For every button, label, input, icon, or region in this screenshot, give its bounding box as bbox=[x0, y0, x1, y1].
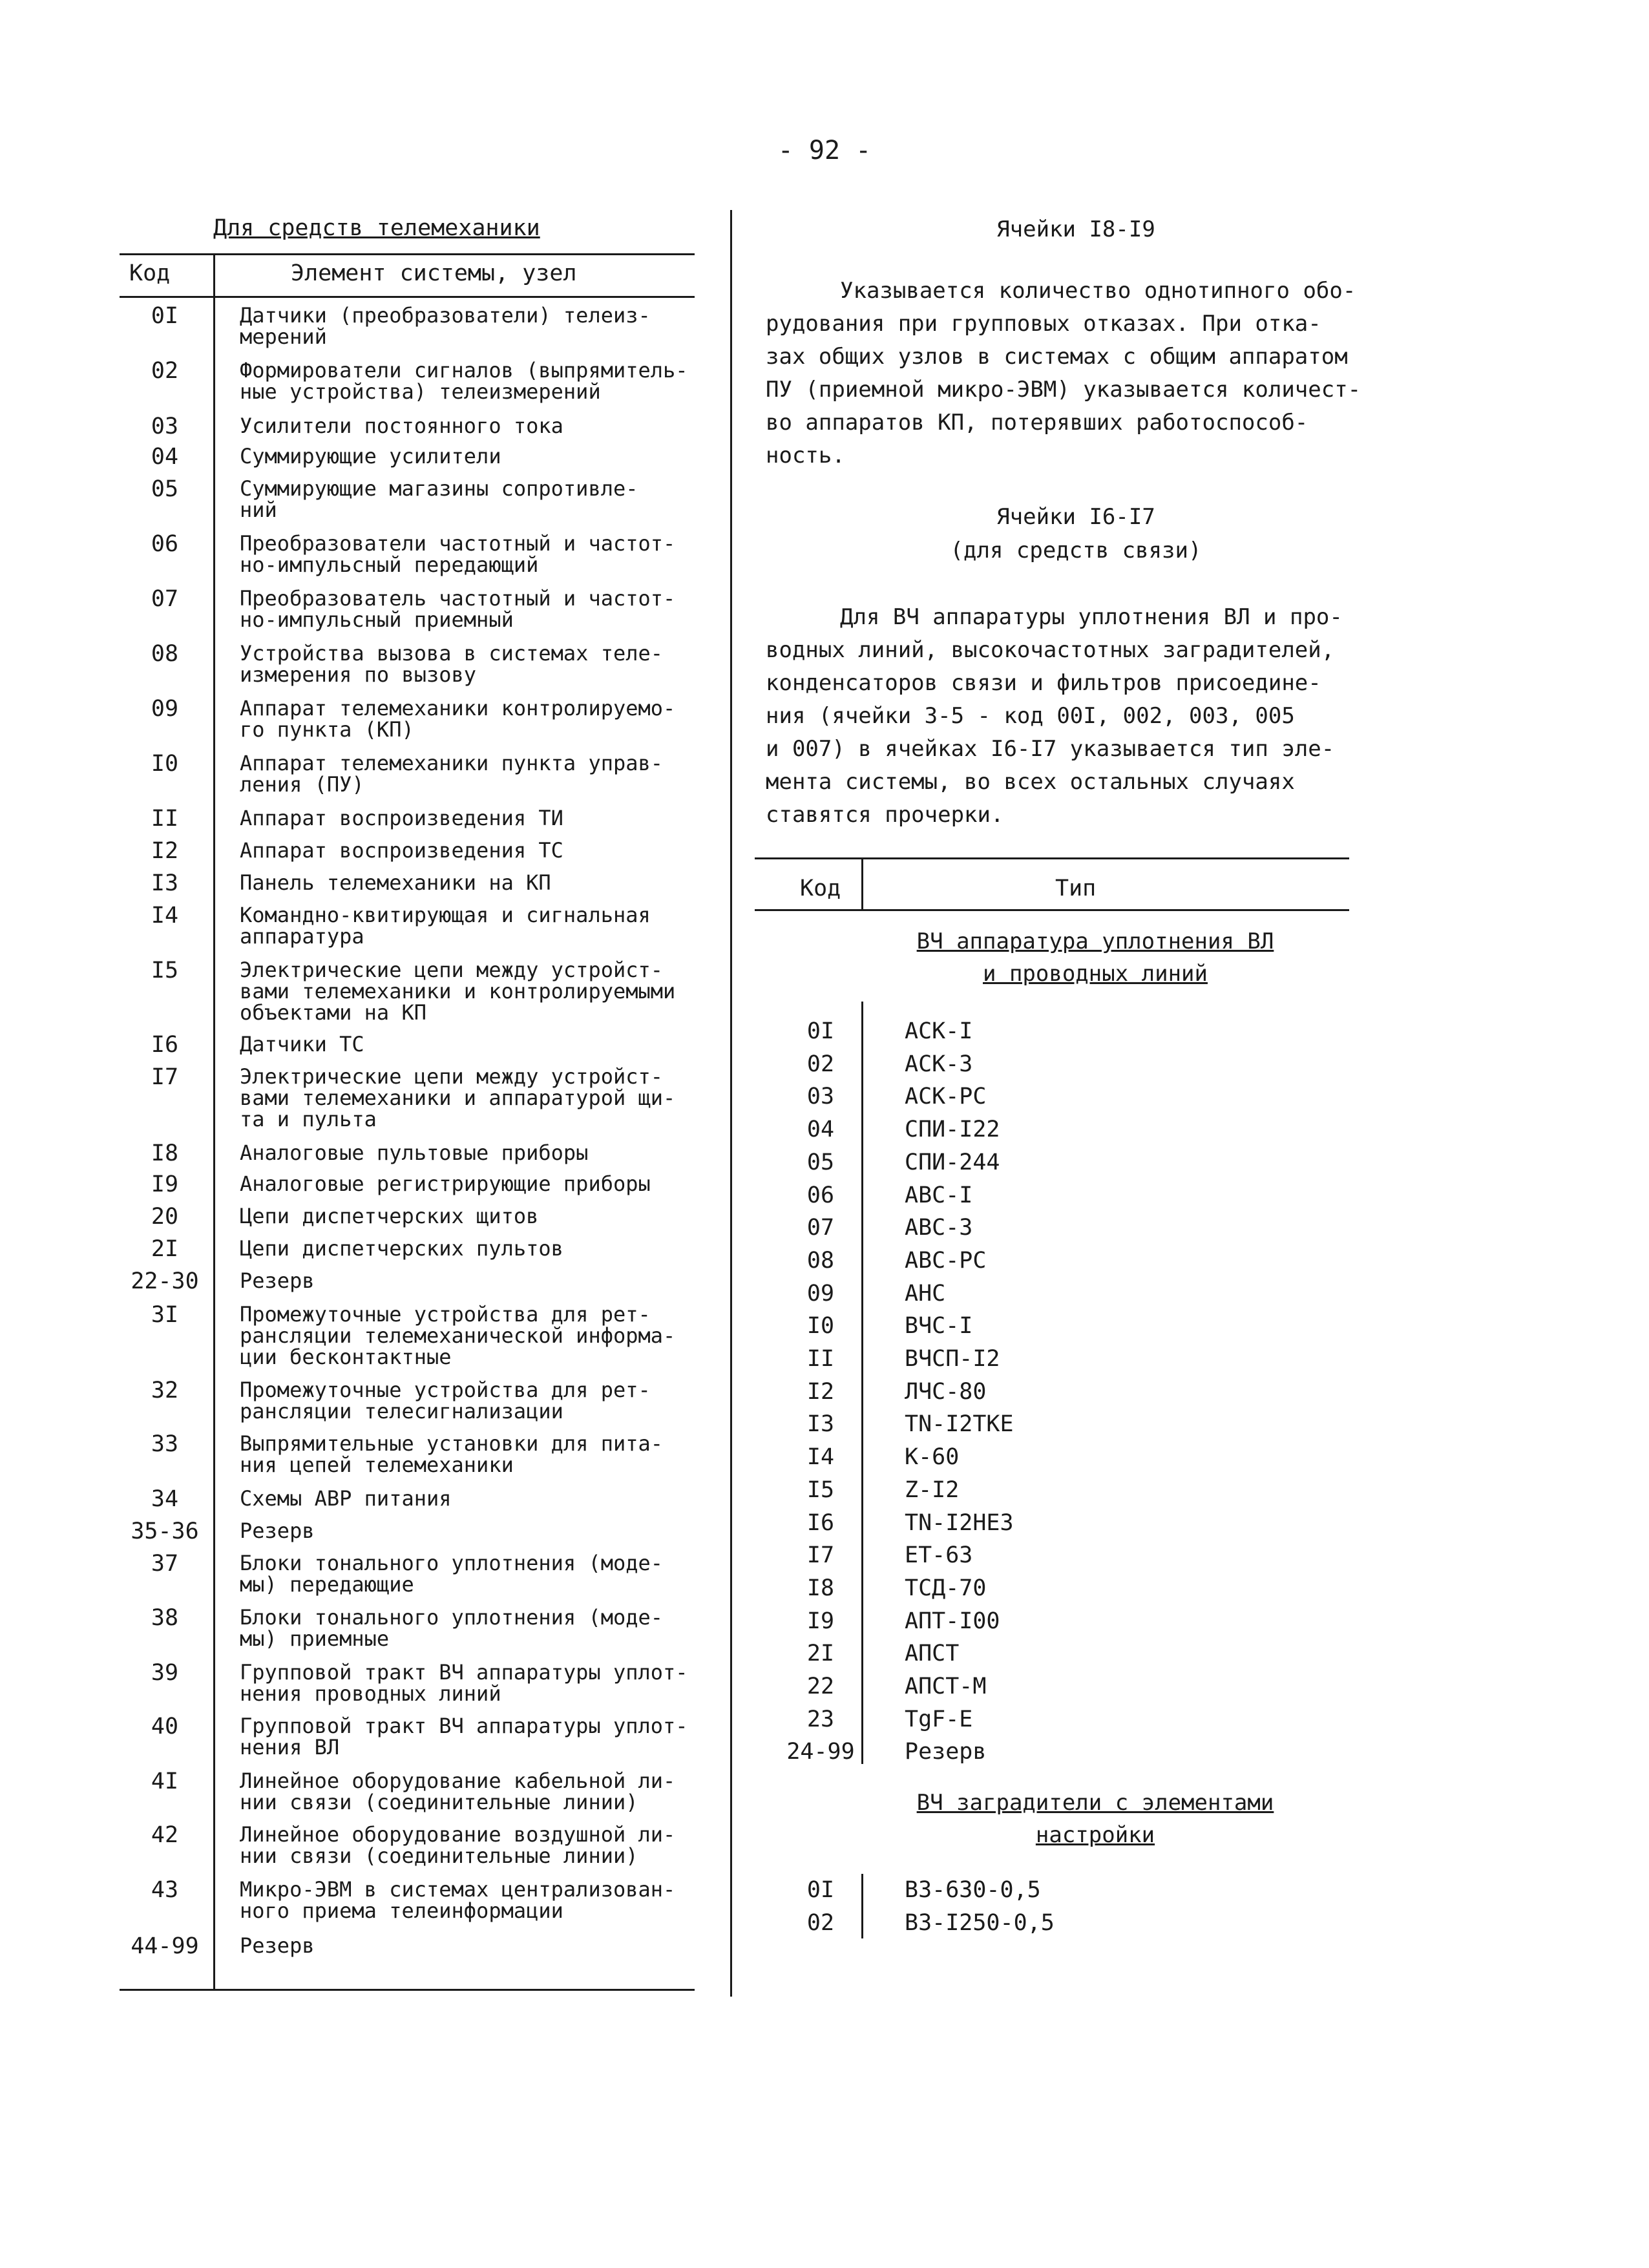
row-type: АСК-I bbox=[905, 1018, 973, 1044]
row-code: 22 bbox=[806, 1674, 835, 1699]
row-element-line: мы) передающие bbox=[240, 1572, 414, 1597]
row-element bbox=[240, 1206, 841, 1227]
left-table-column-divider bbox=[213, 253, 215, 1989]
row-code: 03 bbox=[151, 414, 179, 439]
row-code: 04 bbox=[806, 1117, 835, 1143]
left-table-header-element: Элемент системы, узел bbox=[291, 260, 577, 286]
table-row bbox=[772, 1670, 1224, 1703]
row-code: 06 bbox=[151, 531, 179, 557]
row-code: 02 bbox=[806, 1910, 835, 1936]
row-element-line: Блоки тонального уплотнения (моде- bbox=[240, 1605, 664, 1630]
row-element-line: Преобразователи частотный и частот- bbox=[240, 531, 676, 556]
row-code: 34 bbox=[151, 1486, 179, 1512]
row-type: АПТ-I00 bbox=[905, 1608, 1000, 1634]
right-table-header-type: Тип bbox=[1055, 876, 1097, 901]
row-code: I8 bbox=[151, 1140, 179, 1166]
right-table-header-code: Код bbox=[800, 876, 841, 901]
row-element-line: Усилители постоянного тока bbox=[240, 414, 563, 438]
row-element-line: Электрические цепи между устройст- bbox=[240, 1064, 664, 1089]
cells-18-19-title: Ячейки I8-I9 bbox=[996, 216, 1155, 242]
row-code: I4 bbox=[806, 1444, 835, 1471]
row-code: I7 bbox=[806, 1542, 835, 1569]
row-element bbox=[240, 1520, 841, 1542]
row-element bbox=[240, 1824, 841, 1867]
row-code: 09 bbox=[151, 696, 179, 722]
table-row bbox=[772, 1703, 1224, 1736]
group2-title-line: ВЧ заградители с элементами bbox=[916, 1790, 1274, 1816]
row-element bbox=[240, 1488, 841, 1509]
right-table-header-divider bbox=[861, 857, 863, 909]
row-code: 0I bbox=[806, 1018, 835, 1044]
row-type: Z-I2 bbox=[905, 1476, 960, 1503]
row-code: I7 bbox=[151, 1064, 179, 1090]
para1-line: зах общих узлов в системах с общим аппаратом bbox=[766, 344, 1348, 370]
row-code: I9 bbox=[151, 1171, 179, 1197]
row-element-line: нения ВЛ bbox=[240, 1735, 340, 1759]
row-element bbox=[240, 808, 841, 829]
row-element bbox=[240, 1662, 841, 1705]
row-code: I3 bbox=[806, 1411, 835, 1438]
row-code: 0I bbox=[806, 1877, 835, 1903]
row-element-line: Цепи диспетчерских щитов bbox=[240, 1204, 539, 1228]
row-element-line: нения проводных линий bbox=[240, 1681, 501, 1706]
row-element-line: го пункта (КП) bbox=[240, 717, 414, 742]
row-type: АПСТ bbox=[905, 1641, 960, 1667]
para2-line: ставятся прочерки. bbox=[766, 802, 1004, 828]
row-element-line: ного приема телеинформации bbox=[240, 1898, 563, 1923]
row-element-line: Панель телемеханики на КП bbox=[240, 870, 551, 895]
row-type: АСК-3 bbox=[905, 1051, 973, 1077]
row-type: ET-63 bbox=[905, 1542, 973, 1569]
row-code: 38 bbox=[151, 1605, 179, 1631]
table-row bbox=[772, 1179, 1224, 1212]
table-row bbox=[772, 1310, 1224, 1342]
row-code: 04 bbox=[151, 444, 179, 470]
row-element-line: но-импульсный передающий bbox=[240, 552, 539, 577]
row-code: II bbox=[151, 806, 179, 832]
table-row bbox=[772, 1736, 1224, 1768]
left-table-header-rule bbox=[120, 296, 695, 298]
row-element bbox=[240, 478, 841, 521]
row-element-line: ные устройства) телеизмерений bbox=[240, 379, 601, 404]
row-element-line: Микро-ЭВМ в системах централизован- bbox=[240, 1877, 676, 1902]
para2-line: конденсаторов связи и фильтров присоедине- bbox=[766, 670, 1321, 696]
table-row bbox=[772, 1539, 1224, 1571]
row-code: I4 bbox=[151, 903, 179, 929]
row-code: I0 bbox=[151, 751, 179, 777]
row-type: TN-I2HE3 bbox=[905, 1509, 1014, 1536]
row-code: 03 bbox=[806, 1084, 835, 1110]
row-element-line: Суммирующие магазины сопротивле- bbox=[240, 476, 638, 501]
row-code: 42 bbox=[151, 1822, 179, 1848]
row-element bbox=[240, 872, 841, 894]
row-element bbox=[240, 905, 841, 947]
row-element-line: измерения по вызову bbox=[240, 662, 477, 687]
row-element-line: Формирователи сигналов (выпрямитель- bbox=[240, 358, 688, 383]
table-row bbox=[772, 1048, 1224, 1080]
row-code: 20 bbox=[151, 1204, 179, 1230]
row-element bbox=[240, 360, 841, 403]
table-row bbox=[772, 1146, 1224, 1179]
cells-16-17-paragraph bbox=[766, 601, 1386, 832]
row-type: ВЗ-630-0,5 bbox=[905, 1877, 1041, 1903]
row-element-line: мерений bbox=[240, 324, 327, 349]
table-row bbox=[772, 1212, 1224, 1244]
row-code: 44-99 bbox=[131, 1933, 199, 1959]
row-element-line: ния цепей телемеханики bbox=[240, 1453, 514, 1477]
row-code: 35-36 bbox=[131, 1518, 199, 1544]
row-code: 0I bbox=[151, 303, 179, 329]
row-code: I5 bbox=[806, 1476, 835, 1503]
para2-line: мента системы, во всех остальных случаях bbox=[766, 769, 1295, 795]
row-element-line: Резерв bbox=[240, 1268, 315, 1293]
row-type: ТСД-70 bbox=[905, 1575, 987, 1601]
left-table-header-code: Код bbox=[129, 260, 171, 286]
table-row bbox=[772, 1277, 1224, 1310]
cells-18-19-paragraph bbox=[766, 275, 1386, 472]
left-table-bottom-rule bbox=[120, 1989, 695, 1991]
row-element-line: ции бесконтактные bbox=[240, 1345, 452, 1369]
table-row bbox=[772, 1507, 1224, 1539]
row-code: I2 bbox=[151, 838, 179, 864]
right-table-header-rule bbox=[755, 909, 1349, 911]
row-element-line: объектами на КП bbox=[240, 1000, 426, 1025]
row-element-line: Командно-квитирующая и сигнальная bbox=[240, 903, 651, 927]
table-row bbox=[772, 1343, 1224, 1375]
para1-line: ПУ (приемной микро-ЭВМ) указывается количест- bbox=[766, 377, 1361, 403]
row-element-line: Групповой тракт ВЧ аппаратуры уплот- bbox=[240, 1660, 688, 1685]
table-row bbox=[772, 1113, 1224, 1146]
row-element bbox=[240, 1142, 841, 1164]
row-code: I5 bbox=[151, 958, 179, 983]
row-code: 05 bbox=[806, 1149, 835, 1175]
table-row bbox=[772, 1376, 1224, 1408]
left-table-caption: Для средств телемеханики bbox=[213, 215, 540, 241]
row-element-line: Блоки тонального уплотнения (моде- bbox=[240, 1551, 664, 1575]
row-element-line: Выпрямительные установки для пита- bbox=[240, 1431, 664, 1456]
para2-line: водных линий, высокочастотных заградителей, bbox=[766, 637, 1335, 663]
row-element bbox=[240, 1034, 841, 1055]
group2-title-line: настройки bbox=[1035, 1822, 1155, 1848]
row-element bbox=[240, 1173, 841, 1195]
row-element-line: мы) приемные bbox=[240, 1626, 390, 1651]
row-element bbox=[240, 446, 841, 467]
row-element-line: аппаратура bbox=[240, 924, 364, 949]
row-type: АНС bbox=[905, 1280, 946, 1307]
row-type: Резерв bbox=[905, 1739, 987, 1765]
table-row bbox=[772, 1441, 1224, 1473]
table-row bbox=[772, 1605, 1224, 1637]
page-number: - 92 - bbox=[777, 136, 872, 165]
row-type: ВЗ-I250-0,5 bbox=[905, 1910, 1055, 1936]
row-type: АПСТ-М bbox=[905, 1674, 987, 1699]
row-element bbox=[240, 1304, 841, 1368]
row-element-line: рансляции телесигнализации bbox=[240, 1399, 563, 1423]
row-element bbox=[240, 840, 841, 861]
row-element-line: Промежуточные устройства для рет- bbox=[240, 1378, 651, 1402]
row-element bbox=[240, 533, 841, 576]
row-element-line: вами телемеханики и аппаратурой щи- bbox=[240, 1086, 676, 1110]
row-element-line: Аналоговые пультовые приборы bbox=[240, 1140, 589, 1165]
row-type: ВЧС-I bbox=[905, 1313, 973, 1339]
row-element-line: вами телемеханики и контролируемыми bbox=[240, 979, 676, 1003]
row-element bbox=[240, 305, 841, 348]
row-element-line: Промежуточные устройства для рет- bbox=[240, 1302, 651, 1327]
row-element-line: Электрические цепи между устройст- bbox=[240, 958, 664, 982]
para2-line: ния (ячейки 3-5 - код 00I, 002, 003, 005 bbox=[766, 703, 1295, 729]
row-code: I9 bbox=[806, 1608, 835, 1634]
row-code: 40 bbox=[151, 1714, 179, 1739]
row-element bbox=[240, 1607, 841, 1650]
row-type: К-60 bbox=[905, 1444, 960, 1471]
row-element bbox=[240, 1433, 841, 1476]
row-type: АВС-3 bbox=[905, 1215, 973, 1241]
row-type: СПИ-244 bbox=[905, 1149, 1000, 1175]
row-code: 2I bbox=[151, 1236, 179, 1262]
row-code: I8 bbox=[806, 1575, 835, 1601]
group1-title-line: ВЧ аппаратура уплотнения ВЛ bbox=[916, 929, 1274, 954]
row-element bbox=[240, 643, 841, 686]
cells-16-17-subtitle: (для средств связи) bbox=[950, 538, 1202, 563]
row-code: I2 bbox=[806, 1378, 835, 1405]
row-code: I0 bbox=[806, 1313, 835, 1339]
row-element bbox=[240, 1066, 841, 1130]
row-element bbox=[240, 1879, 841, 1922]
row-type: СПИ-I22 bbox=[905, 1117, 1000, 1143]
table-row bbox=[772, 1408, 1224, 1440]
row-element bbox=[240, 1270, 841, 1292]
row-type: АВС-РС bbox=[905, 1247, 987, 1274]
row-element bbox=[240, 1553, 841, 1595]
row-element-line: Линейное оборудование кабельной ли- bbox=[240, 1769, 676, 1793]
row-code: 02 bbox=[151, 358, 179, 384]
row-code: 32 bbox=[151, 1378, 179, 1403]
row-element-line: Резерв bbox=[240, 1518, 315, 1543]
row-code: 02 bbox=[806, 1051, 835, 1077]
row-code: 23 bbox=[806, 1706, 835, 1732]
row-element-line: нии связи (соединительные линии) bbox=[240, 1843, 638, 1868]
row-code: 2I bbox=[806, 1641, 835, 1667]
row-element-line: Цепи диспетчерских пультов bbox=[240, 1236, 563, 1261]
row-element-line: Линейное оборудование воздушной ли- bbox=[240, 1822, 676, 1847]
table-row bbox=[772, 1637, 1224, 1670]
row-code: II bbox=[806, 1346, 835, 1372]
row-code: 07 bbox=[806, 1215, 835, 1241]
row-element bbox=[240, 698, 841, 740]
row-element-line: Датчики ТС bbox=[240, 1032, 364, 1056]
para1-line: рудования при групповых отказах. При отка- bbox=[766, 311, 1321, 337]
row-element bbox=[240, 1716, 841, 1758]
row-element-line: Аппарат телемеханики пункта управ- bbox=[240, 751, 664, 775]
table-row bbox=[772, 1244, 1224, 1277]
row-code: 39 bbox=[151, 1660, 179, 1686]
row-code: 09 bbox=[806, 1280, 835, 1307]
para2-line: Для ВЧ аппаратуры уплотнения ВЛ и про- bbox=[840, 604, 1343, 630]
row-code: 24-99 bbox=[786, 1739, 855, 1765]
row-element bbox=[240, 960, 841, 1024]
para1-line: во аппаратов КП, потерявших работоспособ- bbox=[766, 410, 1308, 436]
row-code: 37 bbox=[151, 1551, 179, 1577]
row-code: 22-30 bbox=[131, 1268, 199, 1294]
right-table-top-rule bbox=[755, 857, 1349, 859]
row-type: ВЧСП-I2 bbox=[905, 1346, 1000, 1372]
row-code: 05 bbox=[151, 476, 179, 502]
group1-title-line: и проводных линий bbox=[983, 961, 1208, 987]
row-element-line: Аппарат воспроизведения ТИ bbox=[240, 806, 563, 830]
table-row bbox=[772, 1572, 1224, 1604]
row-element-line: рансляции телемеханической информа- bbox=[240, 1323, 676, 1348]
row-code: 3I bbox=[151, 1302, 179, 1328]
row-element-line: Схемы АВР питания bbox=[240, 1486, 452, 1511]
row-element bbox=[240, 1935, 841, 1957]
row-type: АВС-I bbox=[905, 1182, 973, 1208]
row-element bbox=[240, 753, 841, 795]
table-row bbox=[772, 1015, 1224, 1047]
row-code: 33 bbox=[151, 1431, 179, 1457]
group1-title bbox=[814, 925, 1376, 990]
row-type: АСК-РС bbox=[905, 1084, 987, 1110]
row-code: I6 bbox=[806, 1509, 835, 1536]
row-code: 07 bbox=[151, 586, 179, 612]
row-element-line: ний bbox=[240, 498, 277, 522]
row-element-line: та и пульта bbox=[240, 1107, 377, 1131]
row-code: 08 bbox=[806, 1247, 835, 1274]
table-row bbox=[772, 1080, 1224, 1113]
row-element-line: ления (ПУ) bbox=[240, 772, 364, 797]
group2-title bbox=[814, 1787, 1376, 1851]
table-row bbox=[772, 1907, 1224, 1939]
row-type: TN-I2TKE bbox=[905, 1411, 1014, 1438]
row-code: 4I bbox=[151, 1769, 179, 1794]
row-element bbox=[240, 415, 841, 437]
row-element-line: Аппарат воспроизведения ТС bbox=[240, 838, 563, 863]
table-row bbox=[772, 1874, 1224, 1906]
row-code: 43 bbox=[151, 1877, 179, 1903]
row-code: I6 bbox=[151, 1032, 179, 1058]
row-code: I3 bbox=[151, 870, 179, 896]
row-element bbox=[240, 1380, 841, 1422]
row-element bbox=[240, 588, 841, 631]
cells-16-17-title: Ячейки I6-I7 bbox=[996, 504, 1155, 530]
row-element-line: нии связи (соединительные линии) bbox=[240, 1790, 638, 1814]
row-element-line: Резерв bbox=[240, 1933, 315, 1958]
left-table-top-rule bbox=[120, 253, 695, 255]
row-type: ЛЧС-80 bbox=[905, 1378, 987, 1405]
table-row bbox=[772, 1474, 1224, 1506]
para1-line: ность. bbox=[766, 443, 845, 468]
row-code: 08 bbox=[151, 641, 179, 667]
row-element-line: Датчики (преобразователи) телеиз- bbox=[240, 303, 651, 328]
row-element-line: Групповой тракт ВЧ аппаратуры уплот- bbox=[240, 1714, 688, 1738]
row-element-line: Аппарат телемеханики контролируемо- bbox=[240, 696, 676, 720]
row-element bbox=[240, 1238, 841, 1259]
row-element-line: Аналоговые регистрирующие приборы bbox=[240, 1171, 651, 1196]
row-element bbox=[240, 1770, 841, 1813]
para2-line: и 007) в ячейках I6-I7 указывается тип эле- bbox=[766, 736, 1335, 762]
row-element-line: Устройства вызова в системах теле- bbox=[240, 641, 664, 666]
row-type: TgF-E bbox=[905, 1706, 973, 1732]
para1-line: Указывается количество однотипного обо- bbox=[840, 278, 1356, 304]
row-element-line: Преобразователь частотный и частот- bbox=[240, 586, 676, 611]
row-element-line: но-импульсный приемный bbox=[240, 607, 514, 632]
row-element-line: Суммирующие усилители bbox=[240, 444, 501, 468]
row-code: 06 bbox=[806, 1182, 835, 1208]
